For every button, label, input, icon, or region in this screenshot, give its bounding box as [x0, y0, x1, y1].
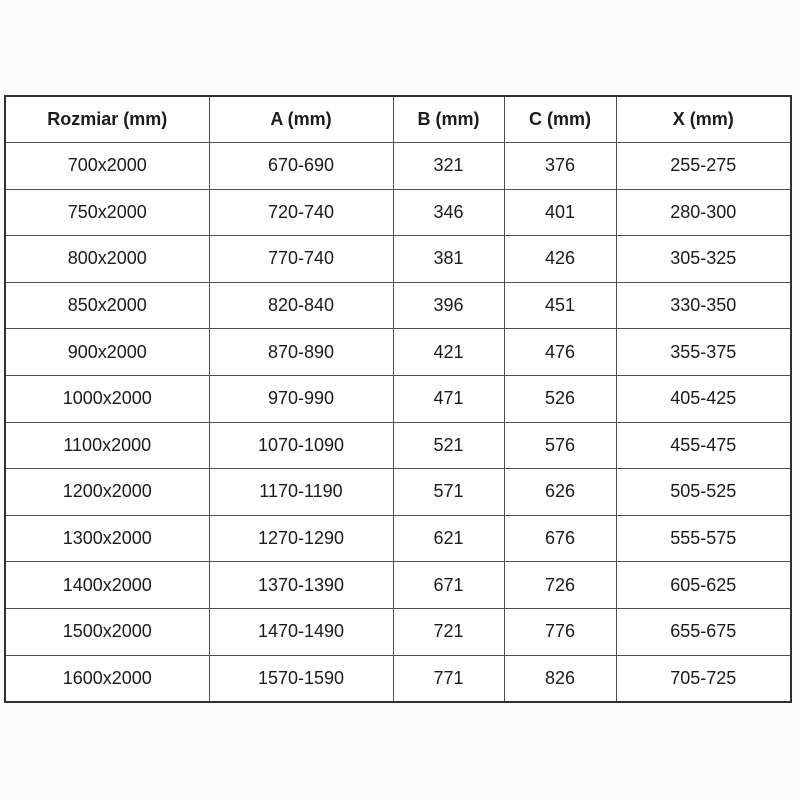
- cell-rozmiar: 1000x2000: [5, 375, 209, 422]
- cell-c: 476: [504, 329, 616, 376]
- cell-rozmiar: 800x2000: [5, 236, 209, 283]
- cell-a: 670-690: [209, 143, 393, 190]
- cell-c: 526: [504, 375, 616, 422]
- table-row: [5, 329, 791, 376]
- cell-c: 376: [504, 143, 616, 190]
- cell-c: 726: [504, 562, 616, 609]
- cell-rozmiar: 700x2000: [5, 143, 209, 190]
- cell-b: 396: [393, 282, 504, 329]
- cell-a: 870-890: [209, 329, 393, 376]
- cell-x: 505-525: [616, 469, 791, 516]
- cell-b: 346: [393, 189, 504, 236]
- header-rozmiar: Rozmiar (mm): [5, 96, 209, 143]
- cell-b: 381: [393, 236, 504, 283]
- cell-a: 1470-1490: [209, 608, 393, 655]
- cell-b: 521: [393, 422, 504, 469]
- cell-x: 455-475: [616, 422, 791, 469]
- cell-b: 671: [393, 562, 504, 609]
- cell-rozmiar: 850x2000: [5, 282, 209, 329]
- cell-x: 555-575: [616, 515, 791, 562]
- cell-rozmiar: 1200x2000: [5, 469, 209, 516]
- cell-c: 576: [504, 422, 616, 469]
- table-row: [5, 422, 791, 469]
- cell-rozmiar: 1100x2000: [5, 422, 209, 469]
- cell-x: 655-675: [616, 608, 791, 655]
- cell-rozmiar: 1600x2000: [5, 655, 209, 702]
- cell-c: 626: [504, 469, 616, 516]
- cell-a: 770-740: [209, 236, 393, 283]
- table-header-row: [5, 96, 791, 143]
- size-table: [4, 95, 792, 703]
- cell-a: 1370-1390: [209, 562, 393, 609]
- cell-rozmiar: 1500x2000: [5, 608, 209, 655]
- header-x: X (mm): [616, 96, 791, 143]
- table-row: [5, 282, 791, 329]
- cell-b: 471: [393, 375, 504, 422]
- cell-b: 421: [393, 329, 504, 376]
- cell-x: 280-300: [616, 189, 791, 236]
- table-row: [5, 143, 791, 190]
- header-a: A (mm): [209, 96, 393, 143]
- cell-b: 771: [393, 655, 504, 702]
- cell-a: 1270-1290: [209, 515, 393, 562]
- cell-x: 405-425: [616, 375, 791, 422]
- table-row: [5, 469, 791, 516]
- cell-rozmiar: 900x2000: [5, 329, 209, 376]
- cell-c: 451: [504, 282, 616, 329]
- cell-b: 621: [393, 515, 504, 562]
- cell-c: 776: [504, 608, 616, 655]
- table-row: [5, 375, 791, 422]
- cell-x: 255-275: [616, 143, 791, 190]
- cell-c: 676: [504, 515, 616, 562]
- cell-rozmiar: 1300x2000: [5, 515, 209, 562]
- cell-c: 826: [504, 655, 616, 702]
- cell-c: 401: [504, 189, 616, 236]
- cell-b: 321: [393, 143, 504, 190]
- cell-c: 426: [504, 236, 616, 283]
- cell-a: 970-990: [209, 375, 393, 422]
- table-row: [5, 608, 791, 655]
- table-row: [5, 515, 791, 562]
- table-row: [5, 562, 791, 609]
- header-c: C (mm): [504, 96, 616, 143]
- cell-x: 355-375: [616, 329, 791, 376]
- cell-a: 1170-1190: [209, 469, 393, 516]
- cell-a: 1070-1090: [209, 422, 393, 469]
- table-row: [5, 655, 791, 702]
- cell-a: 720-740: [209, 189, 393, 236]
- cell-a: 820-840: [209, 282, 393, 329]
- header-b: B (mm): [393, 96, 504, 143]
- cell-rozmiar: 1400x2000: [5, 562, 209, 609]
- cell-b: 571: [393, 469, 504, 516]
- cell-b: 721: [393, 608, 504, 655]
- cell-x: 305-325: [616, 236, 791, 283]
- cell-a: 1570-1590: [209, 655, 393, 702]
- cell-rozmiar: 750x2000: [5, 189, 209, 236]
- table-body: [5, 143, 791, 703]
- table-row: [5, 236, 791, 283]
- cell-x: 330-350: [616, 282, 791, 329]
- table-row: [5, 189, 791, 236]
- cell-x: 705-725: [616, 655, 791, 702]
- cell-x: 605-625: [616, 562, 791, 609]
